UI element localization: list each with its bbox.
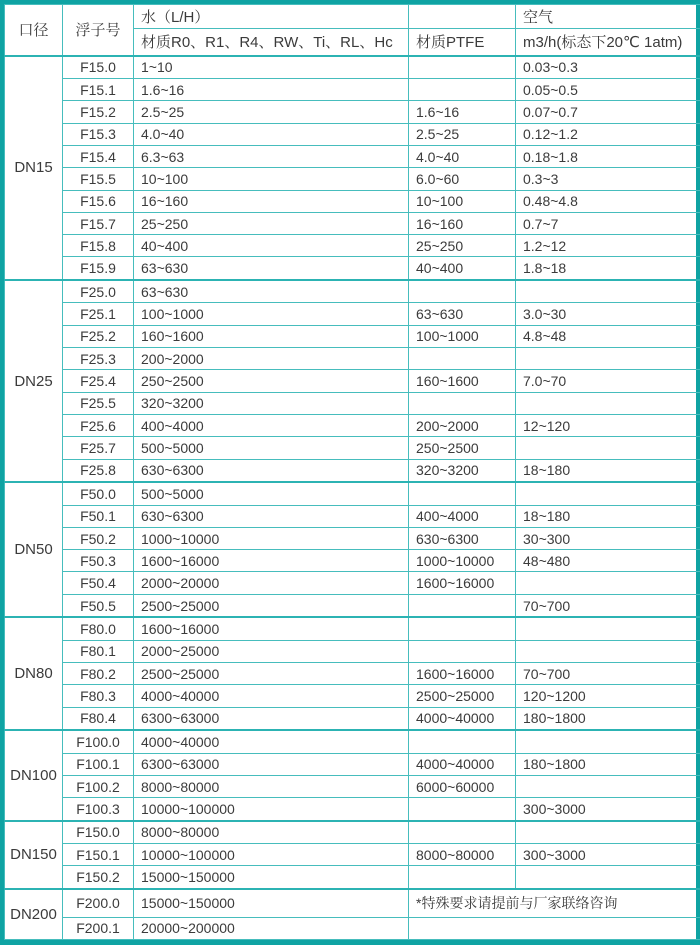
ptfe-range-cell: 8000~80000: [409, 844, 516, 866]
air-range-cell: 300~3000: [516, 844, 700, 866]
ptfe-range-cell: 4000~40000: [409, 707, 516, 730]
air-range-cell: 0.12~1.2: [516, 123, 700, 145]
table-row: [5, 707, 700, 730]
table-row: [5, 348, 700, 370]
table-row: [5, 617, 700, 640]
ptfe-range-cell: 2.5~25: [409, 123, 516, 145]
table-row: [5, 303, 700, 325]
diameter-cell: DN25: [5, 280, 63, 482]
table-row: [5, 775, 700, 797]
air-range-cell: [516, 730, 700, 753]
air-range-cell: [516, 392, 700, 414]
air-range-cell: 1.2~12: [516, 235, 700, 257]
water-range-cell: 2500~25000: [134, 663, 409, 685]
air-range-cell: 12~120: [516, 414, 700, 436]
water-range-cell: 8000~80000: [134, 775, 409, 797]
water-range-cell: 6300~63000: [134, 707, 409, 730]
float-model-cell: F25.2: [63, 325, 134, 347]
ptfe-range-cell: [409, 78, 516, 100]
water-range-cell: 2.5~25: [134, 101, 409, 123]
water-range-cell: 500~5000: [134, 482, 409, 505]
ptfe-range-cell: [409, 821, 516, 844]
ptfe-range-cell: [409, 617, 516, 640]
table-row: [5, 56, 700, 79]
float-model-cell: F15.6: [63, 190, 134, 212]
ptfe-range-cell: 2500~25000: [409, 685, 516, 707]
water-range-cell: 4.0~40: [134, 123, 409, 145]
ptfe-range-cell: [409, 348, 516, 370]
water-range-cell: 4000~40000: [134, 730, 409, 753]
table-body: [5, 56, 700, 940]
float-model-cell: F15.5: [63, 168, 134, 190]
air-range-cell: 0.3~3: [516, 168, 700, 190]
table-row: [5, 505, 700, 527]
air-range-cell: [516, 866, 700, 889]
header-air-unit: m3/h(标态下20℃ 1atm): [516, 29, 700, 56]
table-row: [5, 482, 700, 505]
float-model-cell: F100.2: [63, 775, 134, 797]
water-range-cell: 1~10: [134, 56, 409, 79]
ptfe-range-cell: [409, 56, 516, 79]
ptfe-range-cell: 630~6300: [409, 527, 516, 549]
float-model-cell: F15.7: [63, 212, 134, 234]
water-range-cell: 1600~16000: [134, 550, 409, 572]
float-model-cell: F50.5: [63, 594, 134, 617]
water-range-cell: 16~160: [134, 190, 409, 212]
air-range-cell: [516, 437, 700, 459]
float-model-cell: F100.0: [63, 730, 134, 753]
ptfe-range-cell: [409, 640, 516, 662]
air-range-cell: [516, 640, 700, 662]
ptfe-range-cell: 25~250: [409, 235, 516, 257]
float-model-cell: F25.6: [63, 414, 134, 436]
air-range-cell: 18~180: [516, 505, 700, 527]
water-range-cell: 200~2000: [134, 348, 409, 370]
air-range-cell: 18~180: [516, 459, 700, 482]
air-range-cell: 0.18~1.8: [516, 145, 700, 167]
air-range-cell: 0.07~0.7: [516, 101, 700, 123]
ptfe-range-cell: 1600~16000: [409, 572, 516, 594]
table-row: [5, 572, 700, 594]
note-cell: *特殊要求请提前与厂家联络咨询: [409, 889, 700, 917]
water-range-cell: 10000~100000: [134, 844, 409, 866]
air-range-cell: 48~480: [516, 550, 700, 572]
air-range-cell: 0.7~7: [516, 212, 700, 234]
water-range-cell: 10~100: [134, 168, 409, 190]
water-range-cell: 63~630: [134, 280, 409, 303]
air-range-cell: 180~1800: [516, 753, 700, 775]
float-model-cell: F100.1: [63, 753, 134, 775]
table-row: [5, 212, 700, 234]
water-range-cell: 25~250: [134, 212, 409, 234]
ptfe-range-cell: 4.0~40: [409, 145, 516, 167]
water-range-cell: 630~6300: [134, 459, 409, 482]
float-model-cell: F80.3: [63, 685, 134, 707]
table-row: [5, 257, 700, 280]
float-model-cell: F50.2: [63, 527, 134, 549]
float-model-cell: F25.1: [63, 303, 134, 325]
water-range-cell: 320~3200: [134, 392, 409, 414]
table-row: [5, 917, 700, 939]
table-row: [5, 866, 700, 889]
diameter-cell: DN100: [5, 730, 63, 821]
air-range-cell: [516, 482, 700, 505]
water-range-cell: 8000~80000: [134, 821, 409, 844]
ptfe-range-cell: [409, 280, 516, 303]
float-model-cell: F50.0: [63, 482, 134, 505]
water-range-cell: 1000~10000: [134, 527, 409, 549]
water-range-cell: 20000~200000: [134, 917, 409, 939]
air-range-cell: 180~1800: [516, 707, 700, 730]
header-water-spacer: [409, 5, 516, 29]
float-model-cell: F80.1: [63, 640, 134, 662]
table-row: [5, 550, 700, 572]
air-range-cell: [516, 775, 700, 797]
ptfe-range-cell: 10~100: [409, 190, 516, 212]
air-range-cell: 1.8~18: [516, 257, 700, 280]
table-row: [5, 280, 700, 303]
ptfe-range-cell: 1600~16000: [409, 663, 516, 685]
header-water-materials: 材质R0、R1、R4、RW、Ti、RL、Hc: [134, 29, 409, 56]
table-row: [5, 685, 700, 707]
float-model-cell: F80.0: [63, 617, 134, 640]
float-model-cell: F50.1: [63, 505, 134, 527]
ptfe-range-cell: 160~1600: [409, 370, 516, 392]
ptfe-range-cell: 16~160: [409, 212, 516, 234]
ptfe-range-cell: 250~2500: [409, 437, 516, 459]
air-range-cell: [516, 617, 700, 640]
ptfe-range-cell: 100~1000: [409, 325, 516, 347]
ptfe-range-cell: 1000~10000: [409, 550, 516, 572]
air-range-cell: 70~700: [516, 663, 700, 685]
table-row: [5, 844, 700, 866]
header-air: 空气: [516, 5, 700, 29]
ptfe-range-cell: 320~3200: [409, 459, 516, 482]
float-model-cell: F15.2: [63, 101, 134, 123]
float-model-cell: F25.3: [63, 348, 134, 370]
float-model-cell: F150.1: [63, 844, 134, 866]
float-model-cell: F50.3: [63, 550, 134, 572]
diameter-cell: DN150: [5, 821, 63, 889]
water-range-cell: 2000~20000: [134, 572, 409, 594]
header-water: 水（L/H）: [134, 5, 409, 29]
water-range-cell: 15000~150000: [134, 866, 409, 889]
table-row: [5, 123, 700, 145]
air-range-cell: 30~300: [516, 527, 700, 549]
air-range-cell: 70~700: [516, 594, 700, 617]
water-range-cell: 2000~25000: [134, 640, 409, 662]
float-model-cell: F15.1: [63, 78, 134, 100]
air-range-cell: 4.8~48: [516, 325, 700, 347]
air-range-cell: 300~3000: [516, 798, 700, 821]
ptfe-range-cell: 40~400: [409, 257, 516, 280]
water-range-cell: 100~1000: [134, 303, 409, 325]
header-float-number: 浮子号: [63, 5, 134, 56]
float-model-cell: F25.4: [63, 370, 134, 392]
air-range-cell: 0.05~0.5: [516, 78, 700, 100]
water-range-cell: 500~5000: [134, 437, 409, 459]
float-model-cell: F200.1: [63, 917, 134, 939]
float-model-cell: F50.4: [63, 572, 134, 594]
ptfe-range-cell: 63~630: [409, 303, 516, 325]
note-cell-empty: [409, 917, 700, 939]
table-row: [5, 414, 700, 436]
table-row: [5, 78, 700, 100]
float-model-cell: F15.0: [63, 56, 134, 79]
table-header: [5, 5, 700, 56]
diameter-cell: DN15: [5, 56, 63, 280]
table-row: [5, 730, 700, 753]
table-row: [5, 594, 700, 617]
water-range-cell: 40~400: [134, 235, 409, 257]
float-model-cell: F25.0: [63, 280, 134, 303]
float-model-cell: F25.7: [63, 437, 134, 459]
float-model-cell: F15.8: [63, 235, 134, 257]
float-model-cell: F150.0: [63, 821, 134, 844]
ptfe-range-cell: 4000~40000: [409, 753, 516, 775]
float-model-cell: F80.4: [63, 707, 134, 730]
float-model-cell: F200.0: [63, 889, 134, 917]
air-range-cell: 0.03~0.3: [516, 56, 700, 79]
float-model-cell: F25.5: [63, 392, 134, 414]
ptfe-range-cell: [409, 730, 516, 753]
table-row: [5, 392, 700, 414]
table-row: [5, 325, 700, 347]
table-row: [5, 889, 700, 917]
water-range-cell: 1600~16000: [134, 617, 409, 640]
table-row: [5, 437, 700, 459]
table-row: [5, 235, 700, 257]
table-row: [5, 821, 700, 844]
ptfe-range-cell: [409, 594, 516, 617]
water-range-cell: 250~2500: [134, 370, 409, 392]
float-model-cell: F15.3: [63, 123, 134, 145]
water-range-cell: 2500~25000: [134, 594, 409, 617]
water-range-cell: 15000~150000: [134, 889, 409, 917]
diameter-cell: DN200: [5, 889, 63, 940]
table-row: [5, 101, 700, 123]
water-range-cell: 6300~63000: [134, 753, 409, 775]
ptfe-range-cell: [409, 866, 516, 889]
water-range-cell: 1.6~16: [134, 78, 409, 100]
water-range-cell: 63~630: [134, 257, 409, 280]
ptfe-range-cell: 6.0~60: [409, 168, 516, 190]
air-range-cell: [516, 572, 700, 594]
range-table: [4, 4, 700, 940]
air-range-cell: 120~1200: [516, 685, 700, 707]
table-row: [5, 459, 700, 482]
table-row: [5, 663, 700, 685]
air-range-cell: 3.0~30: [516, 303, 700, 325]
air-range-cell: [516, 821, 700, 844]
water-range-cell: 400~4000: [134, 414, 409, 436]
diameter-cell: DN50: [5, 482, 63, 617]
water-range-cell: 10000~100000: [134, 798, 409, 821]
table-row: [5, 370, 700, 392]
float-model-cell: F15.9: [63, 257, 134, 280]
ptfe-range-cell: [409, 392, 516, 414]
header-ptfe: 材质PTFE: [409, 29, 516, 56]
float-model-cell: F15.4: [63, 145, 134, 167]
table-row: [5, 753, 700, 775]
ptfe-range-cell: 1.6~16: [409, 101, 516, 123]
ptfe-range-cell: [409, 798, 516, 821]
diameter-cell: DN80: [5, 617, 63, 730]
table-row: [5, 190, 700, 212]
water-range-cell: 160~1600: [134, 325, 409, 347]
air-range-cell: [516, 280, 700, 303]
header-diameter: 口径: [5, 5, 63, 56]
ptfe-range-cell: 6000~60000: [409, 775, 516, 797]
table-row: [5, 527, 700, 549]
float-model-cell: F150.2: [63, 866, 134, 889]
air-range-cell: 0.48~4.8: [516, 190, 700, 212]
float-model-cell: F25.8: [63, 459, 134, 482]
table-row: [5, 798, 700, 821]
ptfe-range-cell: 400~4000: [409, 505, 516, 527]
air-range-cell: [516, 348, 700, 370]
table-row: [5, 145, 700, 167]
water-range-cell: 6.3~63: [134, 145, 409, 167]
float-model-cell: F80.2: [63, 663, 134, 685]
air-range-cell: 7.0~70: [516, 370, 700, 392]
water-range-cell: 630~6300: [134, 505, 409, 527]
ptfe-range-cell: 200~2000: [409, 414, 516, 436]
water-range-cell: 4000~40000: [134, 685, 409, 707]
ptfe-range-cell: [409, 482, 516, 505]
float-model-cell: F100.3: [63, 798, 134, 821]
table-row: [5, 168, 700, 190]
table-row: [5, 640, 700, 662]
